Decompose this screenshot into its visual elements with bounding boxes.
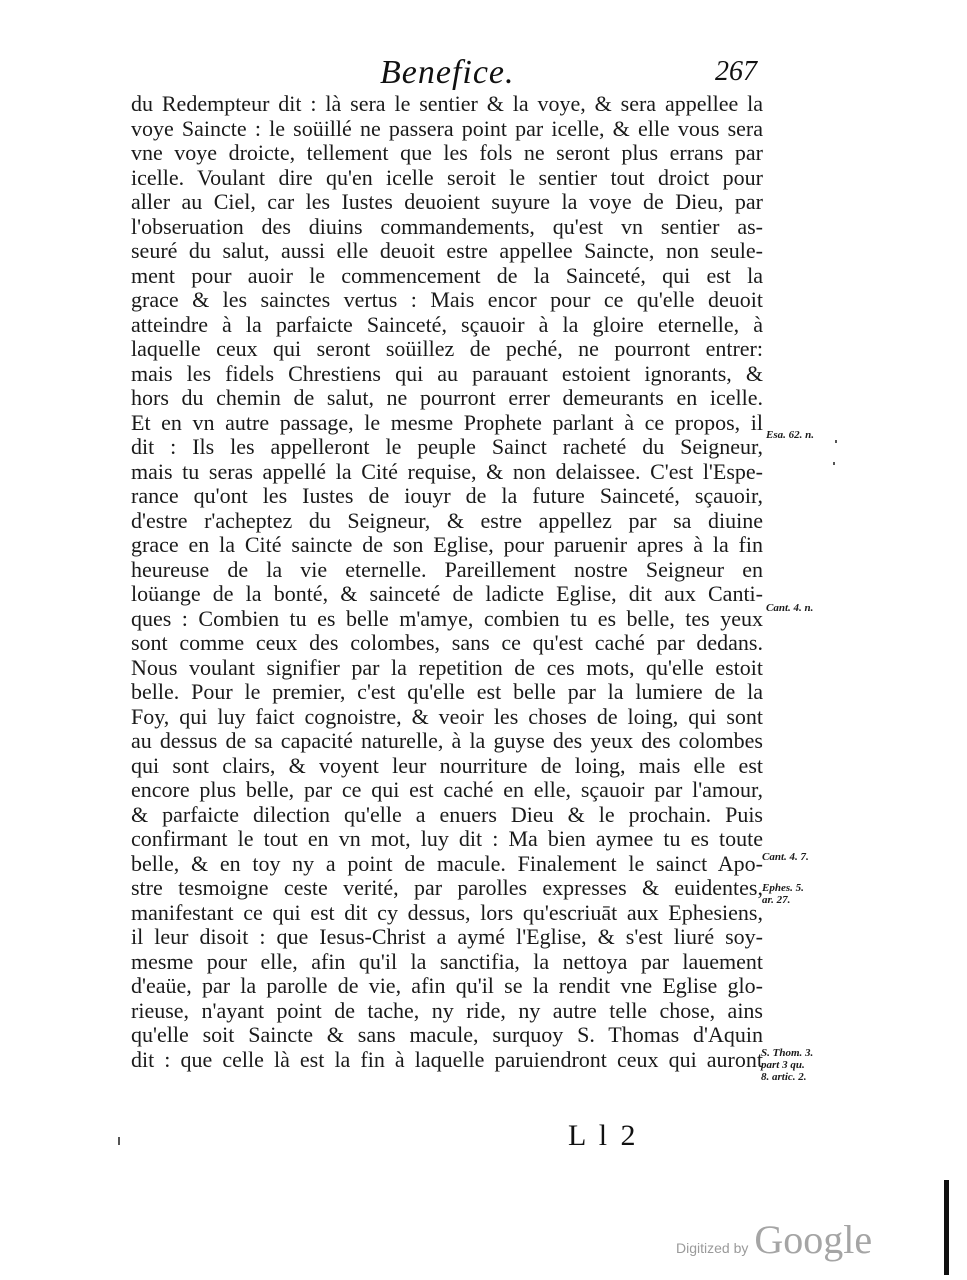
text-line: d'estre r'acheptez du Seigneur, & estre appellez par sa diuine [131, 508, 763, 533]
text-line: grace & les sainctes vertus : Mais encor pour ce qu'elle deuoit [131, 288, 763, 312]
digitized-by-google-watermark [676, 1216, 872, 1263]
text-line: stre tesmoigne ceste verité, par parolles expresses & euidentes, [131, 876, 763, 900]
margin-note-esaie: Esa. 62. n. [766, 429, 814, 441]
signature-mark: L l 2 [568, 1119, 639, 1152]
speck [833, 462, 835, 465]
text-line: grace en la Cité saincte de son Eglise, pour paruenir apres à la fin [131, 533, 763, 557]
text-line: heureuse de la vie eternelle. Pareillement nostre Seigneur en [131, 557, 763, 582]
margin-note-line: part 3 qu. [761, 1059, 805, 1071]
text-line: il leur disoit : que Iesus-Christ a aymé l'Eglise, & s'est liuré soy- [131, 925, 763, 949]
text-line: rance qu'ont les Iustes de iouyr de la future Sainceté, sçauoir, [131, 484, 763, 508]
text-line: icelle. Voulant dire qu'en icelle seroit le sentier tout droict pour [131, 165, 763, 190]
text-line: loüange de la bonté, & sainceté de ladicte Eglise, dit aux Canti- [131, 582, 763, 606]
text-line: voye Saincte : le soüillé ne passera point par icelle, & elle vous sera [131, 116, 763, 141]
text-line: manifestant ce qui est dit cy dessus, lors qu'escriuāt aux Ephesiens, [131, 900, 763, 925]
margin-note-cantique-2: Cant. 4. 7. [762, 851, 809, 863]
text-line: dit : Ils les appelleront le peuple Sainct racheté du Seigneur, [131, 435, 763, 459]
text-line: qui sont clairs, & voyent leur nourriture de loing, mais elle est [131, 753, 763, 778]
text-line: belle, & en toy ny a point de macule. Finalement le sainct Apo- [131, 851, 763, 876]
margin-note-line: 8. artic. 2. [761, 1071, 807, 1083]
speck [835, 440, 837, 443]
margin-note-line: ar. 27. [762, 894, 791, 906]
text-line: laquelle ceux qui seront soüillez de peché, ne pourront entrer: [131, 337, 763, 361]
text-line: rieuse, n'ayant point de tache, ny ride, ny autre telle chose, ains [131, 998, 763, 1023]
text-line: au dessus de sa capacité naturelle, à la guyse des yeux des colombes [131, 729, 763, 753]
text-line: Foy, qui luy faict cognoistre, & veoir les choses de loing, qui sont [131, 704, 763, 729]
text-line: seuré du salut, aussi elle deuoit estre appellee Saincte, non seule- [131, 239, 763, 263]
text-line: confirmant le tout en vn mot, luy dit : Ma bien aymee tu es toute [131, 827, 763, 851]
text-line: du Redempteur dit : là sera le sentier & la voye, & sera appellee la [131, 92, 763, 116]
margin-note-cantique: Cant. 4. n. [766, 602, 814, 614]
margin-note-line: Ephes. 5. [762, 882, 804, 894]
margin-note-line: S. Thom. 3. [761, 1047, 814, 1059]
text-line: aller au Ciel, car les Iustes deuoient suyure la voye de Dieu, par [131, 190, 763, 214]
text-line: sont comme ceux des colombes, sans ce qu'est caché par dedans. [131, 631, 763, 655]
text-line: l'obseruation des diuins commandements, qu'est vn sentier as- [131, 214, 763, 239]
text-line: mesme pour elle, afin qu'il la sanctifia, la nettoya par lauement [131, 949, 763, 974]
text-line: ment pour auoir le commencement de la Sainceté, qui est la [131, 263, 763, 288]
text-line: mais tu seras appellé la Cité requise, & non delaissee. C'est l'Espe- [131, 459, 763, 484]
text-line: atteindre à la parfaicte Sainceté, sçauoir à la gloire eternelle, à [131, 312, 763, 337]
text-line: encore plus belle, par ce qui est caché en elle, sçauoir par l'amour, [131, 778, 763, 802]
text-line: Et en vn autre passage, le mesme Prophete parlant à ce propos, il [131, 410, 763, 435]
text-line: dit : que celle là est la fin à laquelle paruiendront ceux qui auront [131, 1047, 763, 1072]
text-line: d'eaüe, par la parolle de vie, afin qu'il se la rendit vne Eglise glo- [131, 974, 763, 998]
text-line: belle. Pour le premier, c'est qu'elle est belle par la lumiere de la [131, 680, 763, 704]
text-line: hors du chemin de salut, ne pourront errer demeurants en icelle. [131, 386, 763, 410]
text-line: qu'elle soit Saincte & sans macule, surquoy S. Thomas d'Aquin [131, 1023, 763, 1047]
text-line: & parfaicte dilection qu'elle a enuers Dieu & le prochain. Puis [131, 802, 763, 827]
body-text [131, 92, 763, 1072]
page-number: 267 [715, 56, 757, 87]
margin-note-thomas [761, 1047, 813, 1083]
scan-edge [944, 1180, 949, 1275]
speck [118, 1137, 120, 1145]
running-title: Benefice. [380, 54, 515, 91]
google-logo: Google [754, 1217, 873, 1262]
text-line: ques : Combien tu es belle m'amye, combien tu es belle, tes yeux [131, 606, 763, 631]
digitized-label: Digitized by [676, 1240, 749, 1256]
text-line: Nous voulant signifier par la repetition de ces mots, qu'elle estoit [131, 655, 763, 680]
text-line: vne voye droicte, tellement que les fols ne seront plus errans par [131, 141, 763, 165]
text-line: mais les fidels Chrestiens qui au parauant estoient ignorants, & [131, 361, 763, 386]
margin-note-ephesiens [762, 882, 804, 906]
